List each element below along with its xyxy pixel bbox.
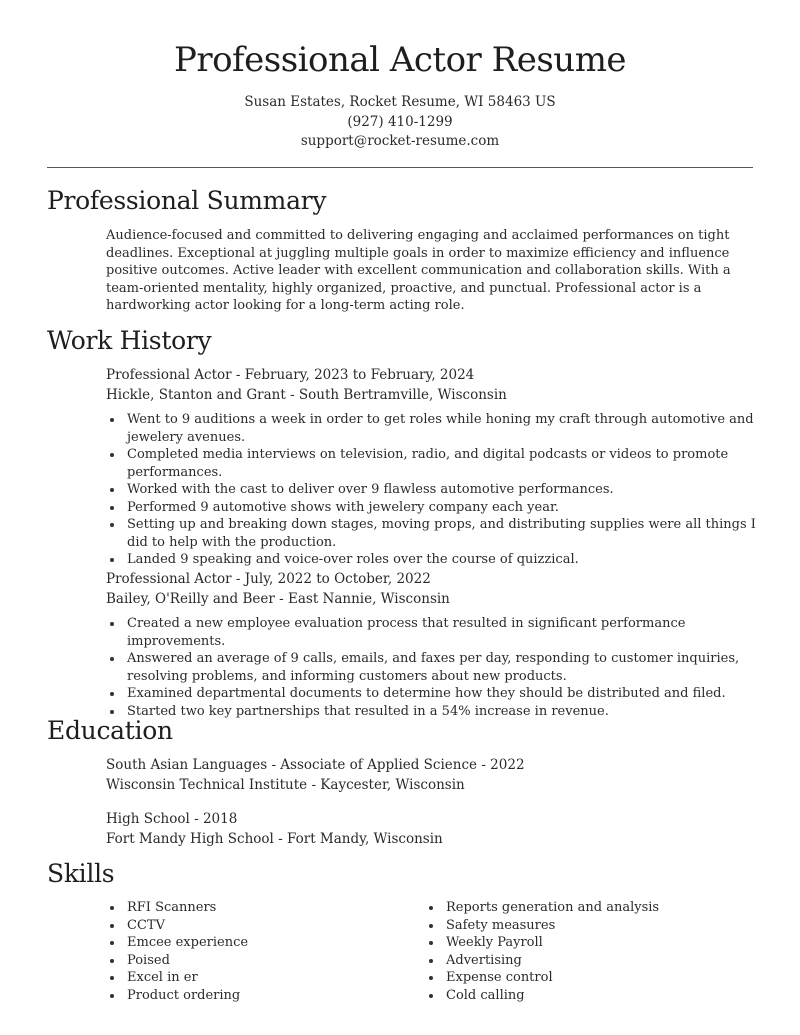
section-heading-skills: Skills bbox=[47, 859, 115, 888]
section-heading-education: Education bbox=[47, 716, 173, 745]
resume-title: Professional Actor Resume bbox=[173, 40, 627, 80]
job-bullet: Performed 9 automotive shows with jewelery company each year. bbox=[106, 499, 756, 517]
contact-phone: (927) 410-1299 bbox=[347, 113, 453, 130]
skill-item: RFI Scanners bbox=[106, 899, 426, 917]
header-divider bbox=[47, 167, 753, 168]
skills-list bbox=[425, 899, 745, 1005]
skill-item: Poised bbox=[106, 952, 426, 970]
job-bullet: Completed media interviews on television, radio, and digital podcasts or videos to promote performances. bbox=[106, 446, 756, 481]
education-school-line: Wisconsin Technical Institute - Kaycester, Wisconsin bbox=[106, 777, 465, 793]
job-bullet: Landed 9 speaking and voice-over roles over the course of quizzical. bbox=[106, 551, 756, 569]
job-bullet: Went to 9 auditions a week in order to get roles while honing my craft through automotive and jewelery avenues. bbox=[106, 411, 756, 446]
skill-item: Excel in er bbox=[106, 969, 426, 987]
job-bullet: Worked with the cast to deliver over 9 flawless automotive performances. bbox=[106, 481, 756, 499]
section-heading-work: Work History bbox=[47, 326, 212, 355]
job-bullet: Started two key partnerships that resulted in a 54% increase in revenue. bbox=[106, 703, 756, 721]
skill-item: Emcee experience bbox=[106, 934, 426, 952]
skills-list bbox=[106, 899, 426, 1005]
education-entry bbox=[106, 809, 756, 849]
skill-item: Weekly Payroll bbox=[425, 934, 745, 952]
education-school-line: Fort Mandy High School - Fort Mandy, Wisconsin bbox=[106, 831, 443, 847]
section-heading-summary: Professional Summary bbox=[47, 186, 327, 215]
job-entry bbox=[106, 569, 756, 720]
contact-address: Susan Estates, Rocket Resume, WI 58463 US bbox=[244, 94, 556, 110]
summary-text: Audience-focused and committed to delivering engaging and acclaimed performances on tight deadlines. Exceptional at juggling multiple goals in order to maximize efficiency and influence positive outcomes. Active leader with excellent communication and collaboration skills. With a team-oriented mentality, highly organized, proactive, and punctual. Professional actor is a hardworking actor looking for a long-term acting role. bbox=[106, 228, 731, 313]
job-entry bbox=[106, 365, 756, 569]
contact-email: support@rocket-resume.com bbox=[300, 133, 500, 149]
job-company-line: Hickle, Stanton and Grant - South Bertramville, Wisconsin bbox=[106, 387, 507, 403]
skill-item: CCTV bbox=[106, 917, 426, 935]
skill-item: Safety measures bbox=[425, 917, 745, 935]
job-bullet: Setting up and breaking down stages, moving props, and distributing supplies were all things I did to help with the production. bbox=[106, 516, 756, 551]
education-degree-line: High School - 2018 bbox=[106, 811, 238, 827]
job-bullet: Examined departmental documents to determine how they should be distributed and filed. bbox=[106, 685, 756, 703]
skill-item: Expense control bbox=[425, 969, 745, 987]
skill-item: Advertising bbox=[425, 952, 745, 970]
skill-item: Reports generation and analysis bbox=[425, 899, 745, 917]
contact-block bbox=[0, 93, 800, 152]
education-entry bbox=[106, 755, 756, 795]
skill-item: Cold calling bbox=[425, 987, 745, 1005]
education-degree-line: South Asian Languages - Associate of Applied Science - 2022 bbox=[106, 757, 525, 773]
skills-column-left bbox=[106, 899, 426, 1005]
job-bullets bbox=[106, 411, 756, 569]
job-company-line: Bailey, O'Reilly and Beer - East Nannie, Wisconsin bbox=[106, 591, 450, 607]
job-title-line: Professional Actor - February, 2023 to February, 2024 bbox=[106, 367, 475, 383]
job-title-line: Professional Actor - July, 2022 to October, 2022 bbox=[106, 571, 431, 587]
job-bullets bbox=[106, 615, 756, 720]
job-bullet: Created a new employee evaluation process that resulted in significant performance improvements. bbox=[106, 615, 756, 650]
job-bullet: Answered an average of 9 calls, emails, and faxes per day, responding to customer inquiries, resolving problems, and informing customers about new products. bbox=[106, 650, 756, 685]
skill-item: Product ordering bbox=[106, 987, 426, 1005]
skills-column-right bbox=[425, 899, 745, 1005]
